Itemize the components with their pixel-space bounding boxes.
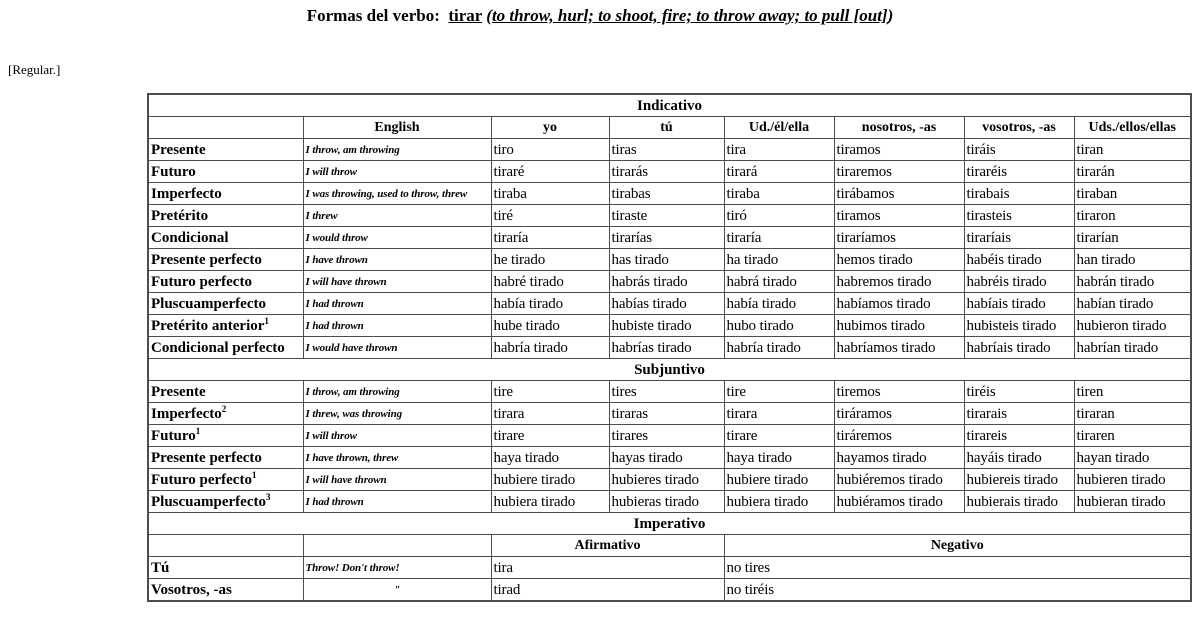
form-vosotros: hayáis tirado [964,447,1074,469]
form-yo: tiraba [491,183,609,205]
english-gloss: I threw [303,205,491,227]
form-uds: tirarán [1074,161,1191,183]
english-gloss: Throw! Don't throw! [303,557,491,579]
table-row [148,447,1191,469]
form-vosotros: hubisteis tirado [964,315,1074,337]
form-yo: había tirado [491,293,609,315]
table-row [148,425,1191,447]
page-title-label: Formas del verbo: [306,6,440,25]
conjugation-table [147,93,1192,602]
english-gloss: I had thrown [303,491,491,513]
tense-label [148,447,303,469]
form-yo: haya tirado [491,447,609,469]
form-tu: habrías tirado [609,337,724,359]
form-tu: habías tirado [609,293,724,315]
section-banner-indicativo: Indicativo [148,94,1191,117]
tense-label [148,205,303,227]
tense-label [148,249,303,271]
english-gloss: I had thrown [303,293,491,315]
english-gloss: I will have thrown [303,469,491,491]
form-nosotros: tiraremos [834,161,964,183]
tense-label [148,469,303,491]
english-gloss: I have thrown [303,249,491,271]
tense-label-text: Condicional [151,229,229,246]
column-header-english: English [303,117,491,139]
form-ud: habría tirado [724,337,834,359]
column-header-blank [148,117,303,139]
form-tu: hayas tirado [609,447,724,469]
tense-footnote-marker: 1 [264,315,269,326]
form-uds: tiraban [1074,183,1191,205]
form-vosotros: tiréis [964,381,1074,403]
form-ud: tiraría [724,227,834,249]
form-tu: tiras [609,139,724,161]
english-gloss: I would have thrown [303,337,491,359]
form-tu: tiraras [609,403,724,425]
english-gloss: I will throw [303,161,491,183]
section-banner-imperativo: Imperativo [148,513,1191,535]
form-uds: tiran [1074,139,1191,161]
form-uds: han tirado [1074,249,1191,271]
form-yo: habría tirado [491,337,609,359]
section-banner-row-indicativo [148,94,1191,117]
table-row [148,315,1191,337]
form-ud: haya tirado [724,447,834,469]
tense-label [148,315,303,337]
form-nosotros: tiramos [834,139,964,161]
form-vosotros: habréis tirado [964,271,1074,293]
form-tu: tirarás [609,161,724,183]
tense-label-text: Imperfecto [151,185,222,202]
form-negativo: no tiréis [724,579,1191,602]
english-gloss: I have thrown, threw [303,447,491,469]
form-uds: habrían tirado [1074,337,1191,359]
tense-label [148,227,303,249]
english-gloss: I will have thrown [303,271,491,293]
form-vosotros: tiraríais [964,227,1074,249]
table-row [148,293,1191,315]
form-nosotros: tiraríamos [834,227,964,249]
table-row [148,161,1191,183]
table-row [148,205,1191,227]
imperativo-header-blank-english [303,535,491,557]
form-nosotros: hemos tirado [834,249,964,271]
english-gloss: I throw, am throwing [303,139,491,161]
table-row [148,469,1191,491]
column-header-vosotros: vosotros, -as [964,117,1074,139]
english-gloss: I was throwing, used to throw, threw [303,183,491,205]
form-vosotros: habíais tirado [964,293,1074,315]
form-ud: tira [724,139,834,161]
form-nosotros: tiráremos [834,425,964,447]
form-afirmativo: tira [491,557,724,579]
table-row [148,403,1191,425]
page-title-verb: tirar [448,6,483,25]
section-banner-row-subjuntivo [148,359,1191,381]
tense-label-text: Futuro [151,427,196,444]
form-ud: tirare [724,425,834,447]
section-banner-row-imperativo [148,513,1191,535]
tense-label [148,271,303,293]
tense-label-text: Imperfecto [151,405,222,422]
form-vosotros: tirareis [964,425,1074,447]
tense-footnote-marker: 3 [265,491,271,502]
form-uds: hubieron tirado [1074,315,1191,337]
tense-label-text: Pluscuamperfecto [151,295,266,312]
form-tu: has tirado [609,249,724,271]
imperativo-header-negativo: Negativo [724,535,1191,557]
tense-label: Vosotros, -as [148,579,303,602]
form-yo: tiré [491,205,609,227]
tense-label-text: Futuro perfecto [151,471,252,488]
form-tu: hubieres tirado [609,469,724,491]
form-ud: hubiere tirado [724,469,834,491]
table-row [148,139,1191,161]
table-row [148,337,1191,359]
english-gloss: I will throw [303,425,491,447]
form-vosotros: habéis tirado [964,249,1074,271]
form-tu: tiraste [609,205,724,227]
tense-label [148,491,303,513]
form-uds: habían tirado [1074,293,1191,315]
conjugation-table-wrapper [147,93,1177,602]
tense-label-text: Futuro perfecto [151,273,252,290]
column-header-yo: yo [491,117,609,139]
form-tu: hubiste tirado [609,315,724,337]
form-yo: he tirado [491,249,609,271]
tense-label-text: Pretérito [151,207,209,224]
form-tu: tirabas [609,183,724,205]
form-uds: tirarían [1074,227,1191,249]
tense-footnote-marker: 2 [221,403,227,414]
tense-label [148,139,303,161]
tense-label-text: Presente [151,383,206,400]
form-nosotros: habríamos tirado [834,337,964,359]
tense-label [148,183,303,205]
form-yo: tiraré [491,161,609,183]
form-tu: tirarías [609,227,724,249]
form-yo: tirare [491,425,609,447]
form-nosotros: tiremos [834,381,964,403]
form-uds: hubieran tirado [1074,491,1191,513]
english-gloss: I had thrown [303,315,491,337]
form-afirmativo: tirad [491,579,724,602]
table-row [148,249,1191,271]
form-vosotros: tiráis [964,139,1074,161]
form-vosotros: hubiereis tirado [964,469,1074,491]
form-vosotros: tirabais [964,183,1074,205]
form-yo: tirara [491,403,609,425]
form-nosotros: habremos tirado [834,271,964,293]
table-row [148,557,1191,579]
form-uds: hubieren tirado [1074,469,1191,491]
column-header-row-imperativo [148,535,1191,557]
table-row [148,227,1191,249]
form-yo: hube tirado [491,315,609,337]
english-gloss: I threw, was throwing [303,403,491,425]
form-ud: hubiera tirado [724,491,834,513]
form-tu: hubieras tirado [609,491,724,513]
page-title [0,0,1200,26]
form-vosotros: tiraréis [964,161,1074,183]
tense-label-text: Pluscuamperfecto [151,493,266,510]
form-nosotros: hubiéramos tirado [834,491,964,513]
form-ud: tiraba [724,183,834,205]
table-row [148,271,1191,293]
tense-label [148,337,303,359]
form-uds: tiraren [1074,425,1191,447]
form-nosotros: tiráramos [834,403,964,425]
form-uds: tiraron [1074,205,1191,227]
table-row [148,579,1191,602]
imperativo-header-blank-label [148,535,303,557]
section-banner-subjuntivo: Subjuntivo [148,359,1191,381]
column-header-uds: Uds./ellos/ellas [1074,117,1191,139]
regularity-note: [Regular.] [8,62,61,77]
table-row [148,183,1191,205]
form-nosotros: hubiéremos tirado [834,469,964,491]
form-nosotros: hubimos tirado [834,315,964,337]
tense-label-text: Presente perfecto [151,251,262,268]
form-uds: tiraran [1074,403,1191,425]
column-header-ud: Ud./él/ella [724,117,834,139]
table-row [148,491,1191,513]
form-vosotros: habríais tirado [964,337,1074,359]
form-yo: hubiera tirado [491,491,609,513]
english-gloss: I would throw [303,227,491,249]
column-header-nosotros: nosotros, -as [834,117,964,139]
form-ud: tire [724,381,834,403]
tense-footnote-marker: 1 [251,469,257,480]
tense-label [148,381,303,403]
form-yo: hubiere tirado [491,469,609,491]
page-title-gloss: (to throw, hurl; to shoot, fire; to throw away; to pull [out]) [486,6,894,25]
form-nosotros: tirábamos [834,183,964,205]
tense-label [148,293,303,315]
form-uds: hayan tirado [1074,447,1191,469]
form-yo: habré tirado [491,271,609,293]
form-uds: habrán tirado [1074,271,1191,293]
form-vosotros: hubierais tirado [964,491,1074,513]
column-header-tu: tú [609,117,724,139]
form-negativo: no tires [724,557,1191,579]
tense-label [148,161,303,183]
tense-label-text: Presente [151,141,206,158]
tense-label-text: Pretérito anterior [151,317,265,334]
form-tu: tires [609,381,724,403]
english-gloss: " [303,579,491,602]
tense-label [148,403,303,425]
tense-label [148,425,303,447]
tense-footnote-marker: 1 [195,425,201,436]
english-gloss: I throw, am throwing [303,381,491,403]
form-tu: habrás tirado [609,271,724,293]
tense-label-text: Futuro [151,163,196,180]
imperativo-header-afirmativo: Afirmativo [491,535,724,557]
form-vosotros: tirarais [964,403,1074,425]
form-yo: tiro [491,139,609,161]
form-ud: tirará [724,161,834,183]
form-ud: habrá tirado [724,271,834,293]
form-nosotros: habíamos tirado [834,293,964,315]
form-ud: tirara [724,403,834,425]
form-yo: tiraría [491,227,609,249]
form-ud: había tirado [724,293,834,315]
tense-label-text: Presente perfecto [151,449,262,466]
tense-label: Tú [148,557,303,579]
form-vosotros: tirasteis [964,205,1074,227]
form-yo: tire [491,381,609,403]
form-uds: tiren [1074,381,1191,403]
form-ud: ha tirado [724,249,834,271]
form-ud: hubo tirado [724,315,834,337]
form-tu: tirares [609,425,724,447]
tense-label-text: Condicional perfecto [151,339,285,356]
form-nosotros: tiramos [834,205,964,227]
column-header-row-indicativo [148,117,1191,139]
form-nosotros: hayamos tirado [834,447,964,469]
table-row [148,381,1191,403]
form-ud: tiró [724,205,834,227]
